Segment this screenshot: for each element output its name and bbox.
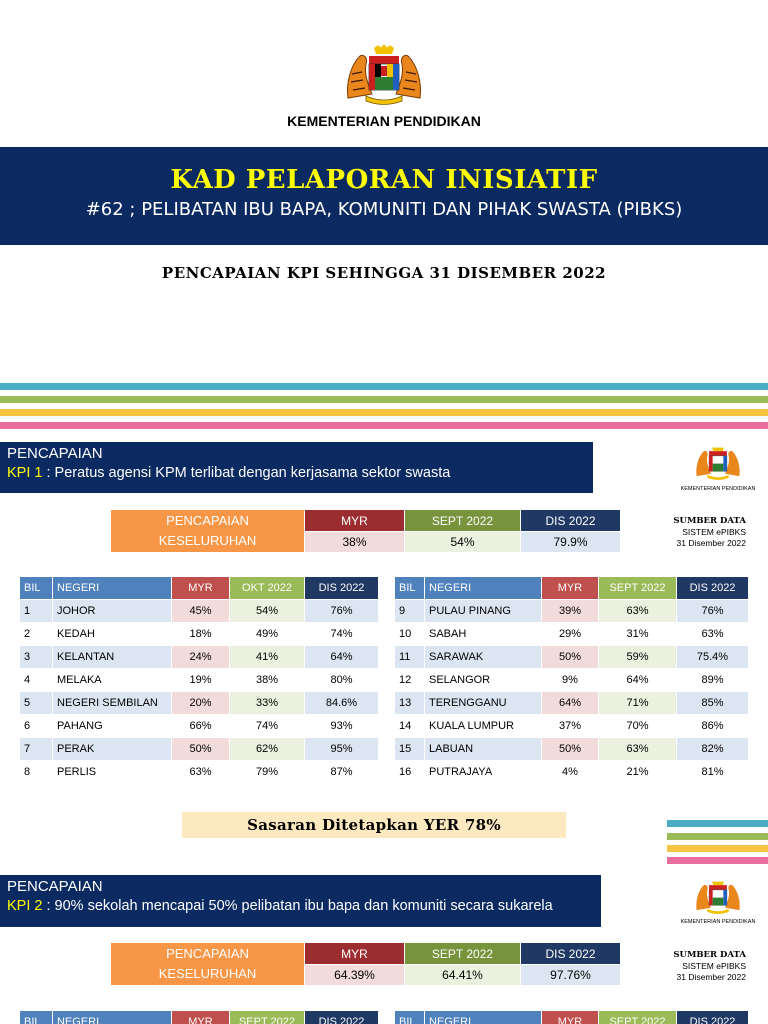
kpi2-summary-table: [110, 942, 621, 986]
cell-negeri: JOHOR: [53, 600, 172, 623]
col-bil: BIL: [395, 577, 425, 600]
cell-myr: 37%: [542, 715, 599, 738]
cell-dis: 80%: [305, 669, 379, 692]
kpi-heading: PENCAPAIAN KPI SEHINGGA 31 DISEMBER 2022: [161, 264, 607, 282]
cell-dis: 93%: [305, 715, 379, 738]
cell-bil: 11: [395, 646, 425, 669]
stripe-blue: [0, 383, 768, 390]
col-negeri: NEGERI: [425, 577, 542, 600]
cell-dis: 86%: [677, 715, 749, 738]
cell-period: 71%: [599, 692, 677, 715]
cell-period: 21%: [599, 761, 677, 784]
kpi2-summary-label: PENCAPAIAN KESELURUHAN: [111, 943, 305, 986]
col-bil: BIL: [20, 577, 53, 600]
cell-negeri: NEGERI SEMBILAN: [53, 692, 172, 715]
cell-bil: 13: [395, 692, 425, 715]
cell-bil: 5: [20, 692, 53, 715]
kpi1-summary-table: [110, 509, 621, 553]
cell-dis: 95%: [305, 738, 379, 761]
stripe-small-yellow: [667, 845, 768, 852]
cell-period: 62%: [230, 738, 305, 761]
cell-dis: 85%: [677, 692, 749, 715]
cell-myr: 64%: [542, 692, 599, 715]
kpi1-label: KPI 1: [7, 465, 43, 481]
table-row: [395, 738, 749, 761]
kpi1-summary-value-dis: 79.9%: [521, 532, 621, 553]
stripe-small-pink: [667, 857, 768, 864]
cell-dis: 89%: [677, 669, 749, 692]
cell-myr: 29%: [542, 623, 599, 646]
col-dis: DIS 2022: [677, 1011, 749, 1024]
cell-myr: 4%: [542, 761, 599, 784]
kpi1-summary-value-myr: 38%: [305, 532, 405, 553]
report-title: KAD PELAPORAN INISIATIF: [170, 165, 598, 195]
stripe-small-blue: [667, 820, 768, 827]
table-row: [20, 715, 379, 738]
cell-period: 70%: [599, 715, 677, 738]
cell-bil: 10: [395, 623, 425, 646]
cell-period: 49%: [230, 623, 305, 646]
stripe-yellow: [0, 409, 768, 416]
kpi1-state-table-right: [394, 576, 749, 784]
cell-myr: 50%: [542, 646, 599, 669]
stripe-green: [0, 396, 768, 403]
kpi1-desc-text: : Peratus agensi KPM terlibat dengan kerjasama sektor swasta: [42, 465, 451, 481]
cell-dis: 63%: [677, 623, 749, 646]
kpi1-target: Sasaran Ditetapkan YER 78%: [182, 812, 566, 838]
cell-myr: 20%: [172, 692, 230, 715]
col-myr: MYR: [542, 577, 599, 600]
cell-period: 59%: [599, 646, 677, 669]
cell-bil: 14: [395, 715, 425, 738]
cell-bil: 8: [20, 761, 53, 784]
table-row: [395, 669, 749, 692]
kpi2-desc-text: : 90% sekolah mencapai 50% pelibatan ibu bapa dan komuniti secara sukarela: [42, 898, 553, 914]
cell-dis: 87%: [305, 761, 379, 784]
cell-period: 54%: [230, 600, 305, 623]
col-sept: SEPT 2022: [599, 577, 677, 600]
small-ministry-label: KEMENTERIAN PENDIDIKAN: [680, 486, 756, 492]
kpi2-data-source: SUMBER DATA SISTEM ePIBKS 31 Disember 2022: [673, 950, 746, 982]
kpi1-panel-title: PENCAPAIAN: [7, 445, 103, 462]
cell-negeri: KUALA LUMPUR: [425, 715, 542, 738]
cell-bil: 6: [20, 715, 53, 738]
table-row: [395, 692, 749, 715]
cell-myr: 63%: [172, 761, 230, 784]
cell-bil: 12: [395, 669, 425, 692]
kpi2-summary-value-dis: 97.76%: [521, 965, 621, 986]
kpi1-summary-header-sept: SEPT 2022: [405, 510, 521, 532]
kpi2-summary-value-myr: 64.39%: [305, 965, 405, 986]
ministry-name: KEMENTERIAN PENDIDIKAN: [287, 113, 481, 129]
cell-myr: 66%: [172, 715, 230, 738]
kpi2-summary-header-dis: DIS 2022: [521, 943, 621, 965]
cell-negeri: SELANGOR: [425, 669, 542, 692]
cell-myr: 18%: [172, 623, 230, 646]
cell-myr: 50%: [542, 738, 599, 761]
kpi1-summary-header-dis: DIS 2022: [521, 510, 621, 532]
table-row: [20, 761, 379, 784]
col-dis: DIS 2022: [305, 1011, 379, 1024]
kpi1-summary-value-sept: 54%: [405, 532, 521, 553]
cell-dis: 64%: [305, 646, 379, 669]
cell-period: 79%: [230, 761, 305, 784]
cell-negeri: SABAH: [425, 623, 542, 646]
col-myr: MYR: [542, 1011, 599, 1024]
col-bil: BIL: [20, 1011, 53, 1024]
col-negeri: NEGERI: [53, 1011, 172, 1024]
cell-myr: 39%: [542, 600, 599, 623]
cell-negeri: PERLIS: [53, 761, 172, 784]
table-row: [20, 646, 379, 669]
cell-dis: 76%: [305, 600, 379, 623]
cell-bil: 3: [20, 646, 53, 669]
kpi2-summary-header-myr: MYR: [305, 943, 405, 965]
table-row: [20, 669, 379, 692]
coat-of-arms-small-logo-2: [690, 878, 746, 916]
cell-period: 31%: [599, 623, 677, 646]
table-row: [20, 738, 379, 761]
cell-dis: 74%: [305, 623, 379, 646]
kpi1-description: [7, 465, 593, 481]
col-sept: SEPT 2022: [230, 1011, 305, 1024]
cell-negeri: SARAWAK: [425, 646, 542, 669]
cell-dis: 75.4%: [677, 646, 749, 669]
kpi2-description: [7, 898, 601, 914]
cell-negeri: KEDAH: [53, 623, 172, 646]
cell-negeri: PULAU PINANG: [425, 600, 542, 623]
kpi2-panel: [0, 875, 601, 927]
kpi1-panel: [0, 442, 593, 493]
cell-myr: 50%: [172, 738, 230, 761]
cell-period: 64%: [599, 669, 677, 692]
table-row: [20, 623, 379, 646]
small-ministry-label-2: KEMENTERIAN PENDIDIKAN: [680, 919, 756, 925]
kpi2-summary-value-sept: 64.41%: [405, 965, 521, 986]
cell-bil: 4: [20, 669, 53, 692]
cell-period: 74%: [230, 715, 305, 738]
stripe-small-green: [667, 833, 768, 840]
kpi1-summary-label: PENCAPAIAN KESELURUHAN: [111, 510, 305, 553]
col-okt: OKT 2022: [230, 577, 305, 600]
col-bil: BIL: [395, 1011, 425, 1024]
cell-myr: 19%: [172, 669, 230, 692]
col-dis: DIS 2022: [305, 577, 379, 600]
table-row: [395, 623, 749, 646]
cell-negeri: PAHANG: [53, 715, 172, 738]
col-negeri: NEGERI: [53, 577, 172, 600]
col-myr: MYR: [172, 577, 230, 600]
kpi2-state-table-right: [394, 1010, 749, 1024]
cell-dis: 82%: [677, 738, 749, 761]
table-row: [395, 715, 749, 738]
kpi2-panel-title: PENCAPAIAN: [7, 878, 103, 895]
table-row: [20, 600, 379, 623]
cell-period: 38%: [230, 669, 305, 692]
table-row: [395, 646, 749, 669]
table-row: [395, 761, 749, 784]
coat-of-arms-small-logo: [690, 444, 746, 482]
cell-negeri: MELAKA: [53, 669, 172, 692]
kpi1-data-source: SUMBER DATA SISTEM ePIBKS 31 Disember 2022: [673, 516, 746, 548]
kpi1-summary-header-myr: MYR: [305, 510, 405, 532]
cell-myr: 45%: [172, 600, 230, 623]
cell-dis: 81%: [677, 761, 749, 784]
cell-bil: 9: [395, 600, 425, 623]
cell-bil: 15: [395, 738, 425, 761]
table-row: [20, 692, 379, 715]
col-dis: DIS 2022: [677, 577, 749, 600]
table-row: [395, 600, 749, 623]
cell-period: 33%: [230, 692, 305, 715]
cell-negeri: LABUAN: [425, 738, 542, 761]
cell-negeri: TERENGGANU: [425, 692, 542, 715]
cell-bil: 1: [20, 600, 53, 623]
cell-negeri: PUTRAJAYA: [425, 761, 542, 784]
cell-myr: 9%: [542, 669, 599, 692]
kpi2-label: KPI 2: [7, 898, 43, 914]
cell-negeri: PERAK: [53, 738, 172, 761]
cell-dis: 76%: [677, 600, 749, 623]
col-myr: MYR: [172, 1011, 230, 1024]
cell-negeri: KELANTAN: [53, 646, 172, 669]
title-banner: [0, 147, 768, 245]
cell-period: 63%: [599, 738, 677, 761]
cell-bil: 7: [20, 738, 53, 761]
col-negeri: NEGERI: [425, 1011, 542, 1024]
cell-bil: 2: [20, 623, 53, 646]
kpi2-state-table-left: [19, 1010, 379, 1024]
kpi1-state-table-left: [19, 576, 379, 784]
cell-myr: 24%: [172, 646, 230, 669]
kpi2-summary-header-sept: SEPT 2022: [405, 943, 521, 965]
col-sept: SEPT 2022: [599, 1011, 677, 1024]
cell-period: 41%: [230, 646, 305, 669]
cell-dis: 84.6%: [305, 692, 379, 715]
report-subtitle: #62 ; PELIBATAN IBU BAPA, KOMUNITI DAN PIHAK SWASTA (PIBKS): [85, 199, 683, 220]
cell-period: 63%: [599, 600, 677, 623]
cell-bil: 16: [395, 761, 425, 784]
coat-of-arms-logo: [344, 44, 424, 108]
stripe-pink: [0, 422, 768, 429]
